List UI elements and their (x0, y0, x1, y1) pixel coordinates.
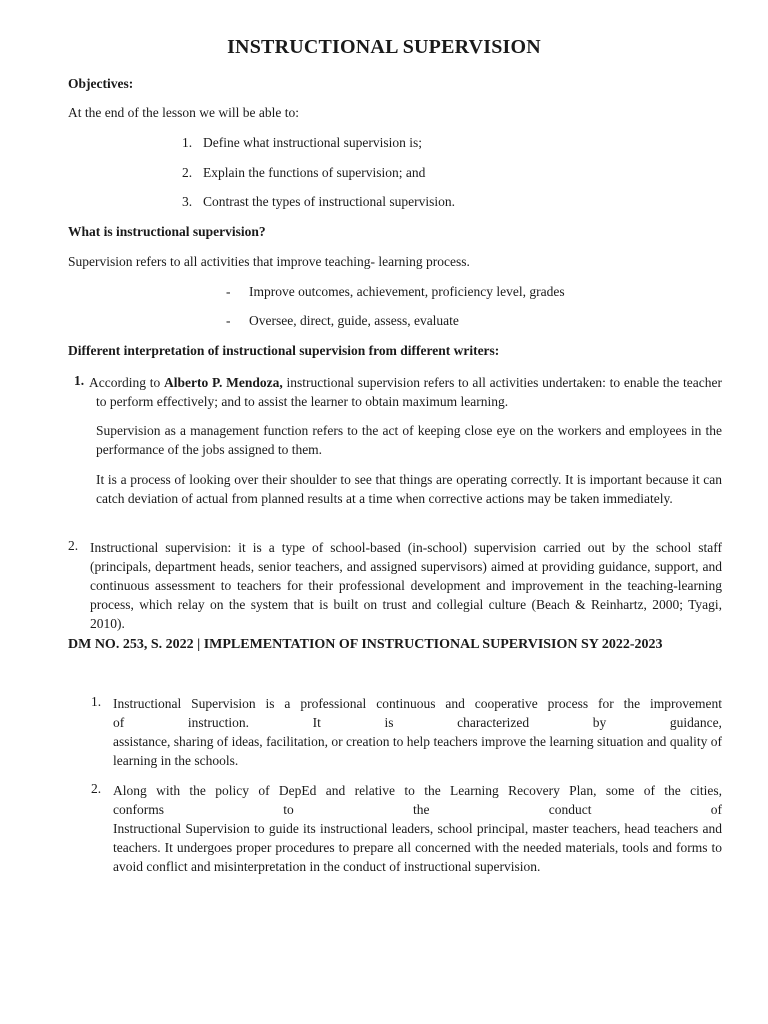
bullet-text: Oversee, direct, guide, assess, evaluate (249, 313, 459, 328)
word: the (412, 802, 430, 817)
interpretation-number: 1. (74, 373, 85, 388)
objective-item (182, 135, 682, 151)
word: conforms (113, 802, 164, 817)
dm-item-number: 2. (91, 781, 102, 796)
dm-item-2 (113, 781, 722, 876)
objective-text: Contrast the types of instructional supervision. (203, 194, 455, 209)
objective-text: Explain the functions of supervision; and (203, 165, 426, 180)
dm-item-line: Instructional Supervision is a professional continuous and cooperative process for the improvement (113, 696, 722, 711)
objective-item (182, 194, 682, 210)
what-is-heading: What is instructional supervision? (68, 224, 266, 239)
objective-number: 2. (182, 165, 193, 180)
interpretation-text: instructional supervision refers to all activities undertaken: to enable the teacher to perform effectively; and to assist the learner to obtain maximum learning. (96, 375, 723, 409)
word: characterized (457, 715, 530, 730)
objectives-intro: At the end of the lesson we will be able to: (68, 105, 299, 120)
dm-heading: DM NO. 253, S. 2022 | IMPLEMENTATION OF INSTRUCTIONAL SUPERVISION SY 2022-2023 (68, 637, 663, 652)
dm-item-spread-line (113, 800, 722, 819)
interpretation-number: 2. (68, 538, 79, 553)
process-paragraph: It is a process of looking over their shoulder to see that things are operating correctly. It is important because it can catch deviation of actual from planned results at a time when corrective actions may be taken immediately. (96, 472, 722, 506)
word: guidance, (669, 715, 722, 730)
interpretation-mendoza (89, 373, 723, 411)
interpretation-school-based: Instructional supervision: it is a type of school-based (in-school) supervision carried out by the school staff (principals, department heads, senior teachers, and assigned supervisors) aimed at providing guidance, support, and continuous assessment to teachers for their professional development and improvement in the teaching-learning process, which relay on the system that is built on trust and collegial culture (Beach & Reinhartz, 2000; Tyagi, 2010). (90, 540, 722, 631)
word: of (710, 802, 722, 817)
objective-number: 3. (182, 194, 193, 209)
dm-item-rest: assistance, sharing of ideas, facilitation, or creation to help teachers improve the learning situation and quality of learning in the schools. (113, 734, 722, 768)
objective-item (182, 165, 682, 181)
management-function-paragraph: Supervision as a management function refers to the act of keeping close eye on the workers and employees in the performance of the jobs assigned to them. (96, 423, 722, 457)
interpretations-heading: Different interpretation of instructional supervision from different writers: (68, 343, 500, 358)
word: It (312, 715, 321, 730)
objective-number: 1. (182, 135, 193, 150)
objective-text: Define what instructional supervision is; (203, 135, 422, 150)
dm-item-spread-line (113, 713, 722, 732)
bullet-item (226, 284, 746, 300)
page-title: INSTRUCTIONAL SUPERVISION (227, 36, 541, 58)
dm-item-number: 1. (91, 694, 102, 709)
dm-item-rest: Instructional Supervision to guide its instructional leaders, school principal, master teachers, head teachers and teachers. It undergoes proper procedures to prepare all concerned with the needed materials, tools and forms to avoid conflict and misinterpretation in the conduct of instructional supervision. (113, 821, 722, 874)
word: by (592, 715, 607, 730)
word: conduct (548, 802, 592, 817)
word: of (113, 715, 125, 730)
bullet-dash: - (226, 284, 231, 299)
bullet-dash: - (226, 313, 231, 328)
supervision-definition: Supervision refers to all activities that improve teaching- learning process. (68, 254, 470, 269)
interpretation-prefix: According to (89, 375, 164, 390)
bullet-item (226, 313, 746, 329)
dm-item-line: Along with the policy of DepEd and relative to the Learning Recovery Plan, some of the cities, (113, 783, 722, 798)
objectives-heading: Objectives: (68, 76, 134, 91)
word: to (283, 802, 294, 817)
dm-item-1 (113, 694, 722, 770)
word: is (384, 715, 394, 730)
word: instruction. (187, 715, 249, 730)
author-name: Alberto P. Mendoza, (163, 375, 283, 390)
bullet-text: Improve outcomes, achievement, proficiency level, grades (249, 284, 565, 299)
